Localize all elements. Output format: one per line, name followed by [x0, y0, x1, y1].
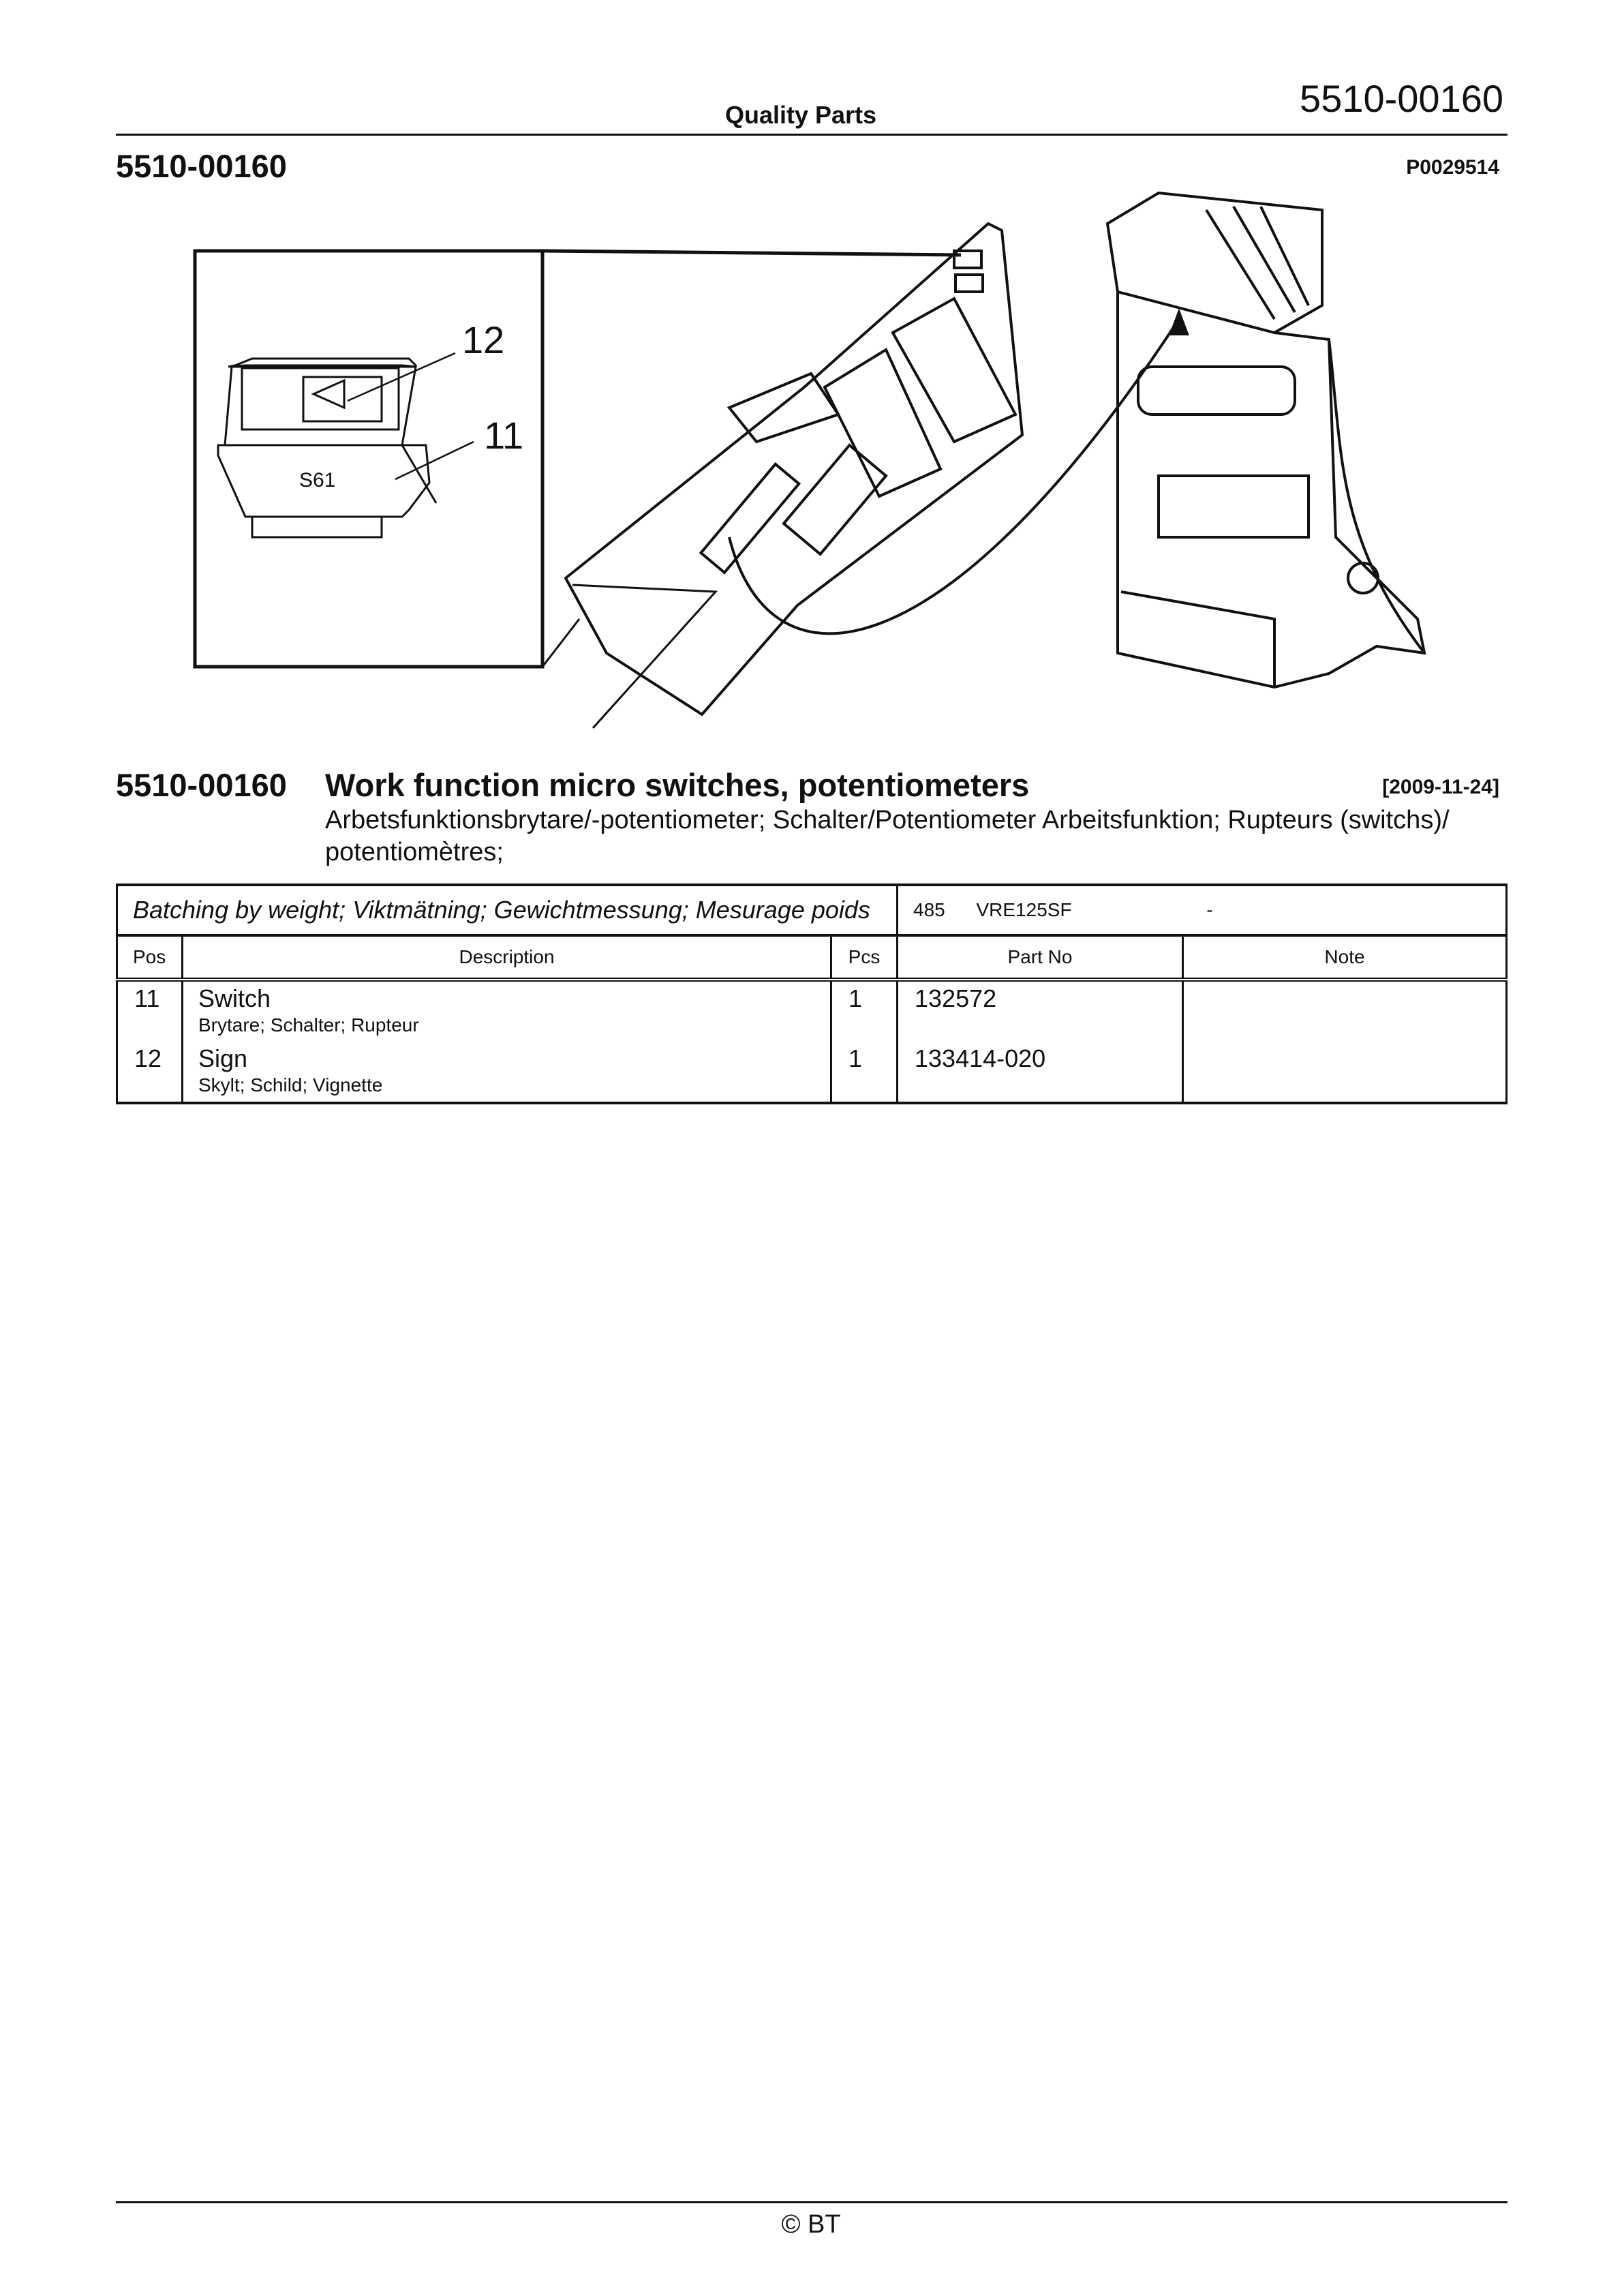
callout-12: 12 — [462, 318, 505, 361]
switch-drawing — [218, 359, 436, 537]
detail-inset-box — [195, 251, 542, 667]
section-date: [2009-11-24] — [1382, 776, 1499, 798]
batch-code: 485 — [913, 899, 945, 920]
control-panel-drawing — [566, 224, 1187, 728]
section-title: Work function micro switches, potentiometers — [325, 767, 1030, 803]
row-translations: Brytare; Schalter; Rupteur — [198, 1014, 419, 1036]
batch-range: - — [1206, 899, 1213, 920]
col-pos: Pos — [117, 935, 183, 980]
switch-label: S61 — [299, 469, 336, 492]
section-number: 5510-00160 — [116, 767, 287, 803]
parts-table — [116, 883, 1508, 1104]
batch-model — [898, 885, 1507, 935]
row-pcs: 1 — [848, 1044, 863, 1072]
document-number: 5510-00160 — [1300, 77, 1503, 120]
footer-divider — [116, 2201, 1508, 2203]
batch-row — [117, 885, 1507, 935]
batch-label: Batching by weight; Viktmätning; Gewichtmessung; Mesurage poids — [117, 885, 898, 935]
table-row — [117, 980, 1507, 1042]
col-description: Description — [183, 935, 831, 980]
parts-illustration — [116, 183, 1438, 735]
col-pcs: Pcs — [831, 935, 898, 980]
picture-number: P0029514 — [1406, 156, 1499, 179]
row-pcs: 1 — [848, 984, 863, 1012]
group-number: 5510-00160 — [116, 148, 287, 184]
table-header — [117, 935, 1507, 980]
col-part-no: Part No — [898, 935, 1183, 980]
row-pos: 11 — [134, 984, 160, 1012]
section-subtitle: Arbetsfunktionsbrytare/-potentiometer; Schalter/Potentiometer Arbeitsfunktion; Rupteurs (switchs)/ potentiomètres; — [325, 806, 1450, 866]
row-note — [1183, 980, 1507, 1042]
row-name: Switch — [198, 984, 271, 1012]
row-pos: 12 — [134, 1044, 162, 1072]
header-title: Quality Parts — [724, 101, 877, 129]
row-part-no[interactable]: 132572 — [915, 984, 997, 1012]
footer-copyright: © BT — [781, 2210, 841, 2239]
header-divider — [116, 134, 1508, 136]
row-part-no[interactable]: 133414-020 — [915, 1044, 1046, 1072]
callout-11: 11 — [484, 414, 524, 457]
truck-drawing — [1107, 193, 1424, 687]
batch-model-name: VRE125SF — [976, 899, 1072, 920]
row-translations: Skylt; Schild; Vignette — [198, 1074, 383, 1096]
row-name: Sign — [198, 1044, 248, 1072]
col-note: Note — [1183, 935, 1507, 980]
row-note — [1183, 1042, 1507, 1103]
table-row — [117, 1042, 1507, 1103]
